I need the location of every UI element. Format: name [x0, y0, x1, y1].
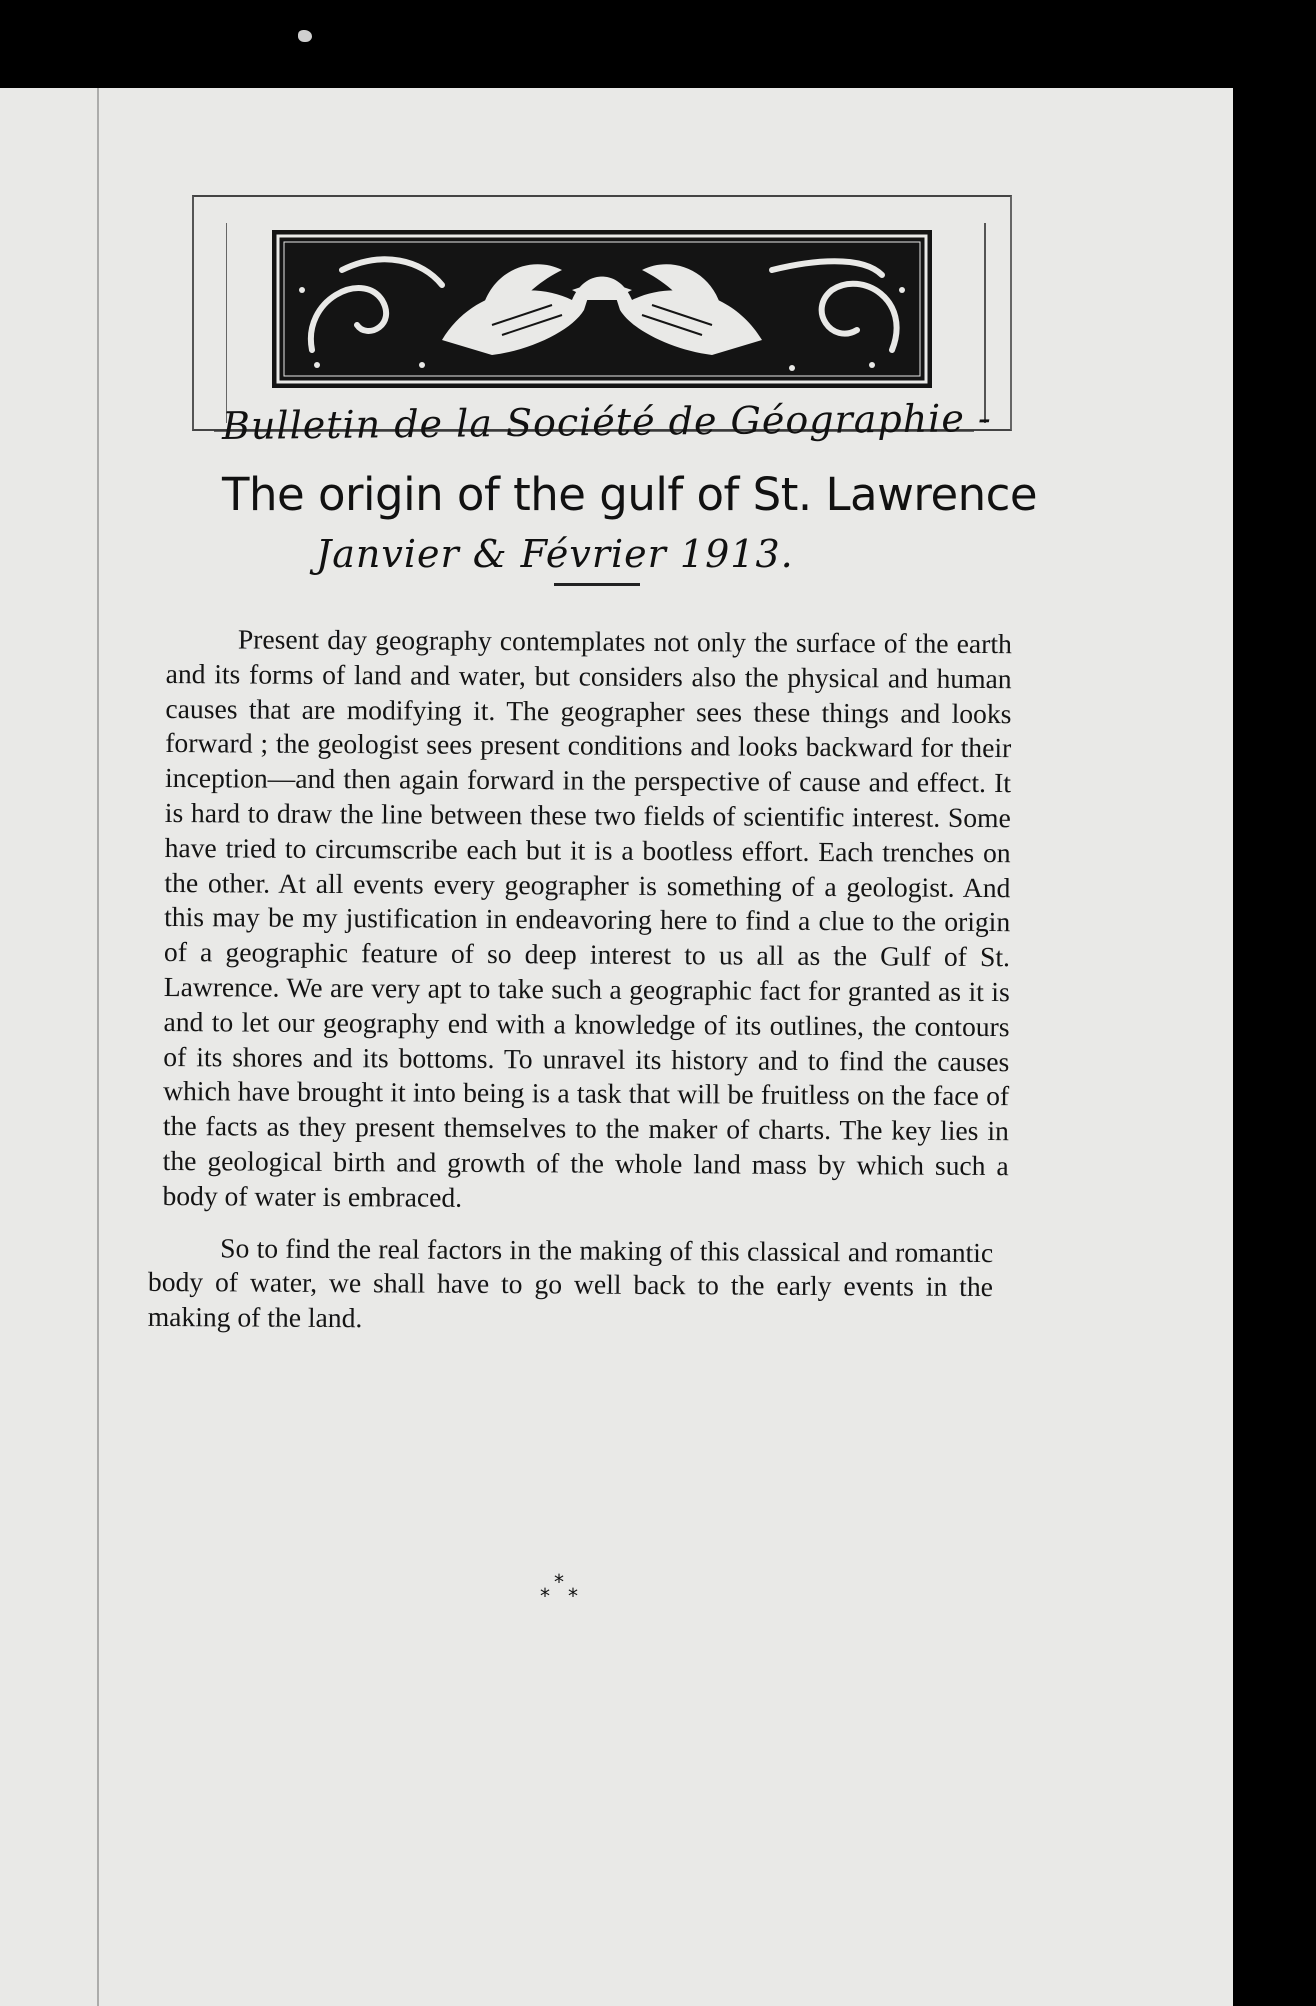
article-body	[147, 622, 1012, 1357]
asterism-divider: * * *	[540, 1570, 578, 1608]
page-corner	[0, 88, 60, 98]
griffins-ornament-icon	[272, 230, 932, 388]
handwritten-annotation-journal: Bulletin de la Société de Géographie -	[221, 395, 992, 449]
binding-margin-line	[97, 88, 99, 2006]
scan-artifact	[298, 30, 312, 42]
article-title: The origin of the gulf of St. Lawrence	[222, 468, 1038, 521]
handwritten-annotation-date: Janvier & Février 1913.	[316, 532, 794, 576]
paragraph: So to find the real factors in the making of this classical and romantic body of water, we shall have to go well back to the early events in the making of the land.	[147, 1231, 994, 1334]
title-rule	[554, 583, 640, 586]
paragraph: Present day geography contemplates not only the surface of the earth and its forms of land and water, but considers also the physical and human causes that are modifying it. The geographer sees these things and looks forward ; the geologist sees present conditions and looks backward for their inception—and then again forward in the perspective of cause and effect. It is hard to draw the line between these two fields of scientific interest. Some have tried to circumscribe each but it is a bootless effort. Each trenches on the other. At all events every geographer is something of a geologist. And this may be my justification in endeavoring here to find a clue to the origin of a geographic feature of so deep interest to us all as the Gulf of St. Lawrence. We are very apt to take such a geographic fact for granted as it is and to let our geography end with a knowledge of its outlines, the contours of its shores and its bottoms. To unravel its history and to find the causes which have brought it into being is a task that will be fruitless on the face of the facts as they present themselves to the maker of charts. The key lies in the geological birth and growth of the whole land mass by which such a body of water is embraced.	[162, 623, 1012, 1213]
